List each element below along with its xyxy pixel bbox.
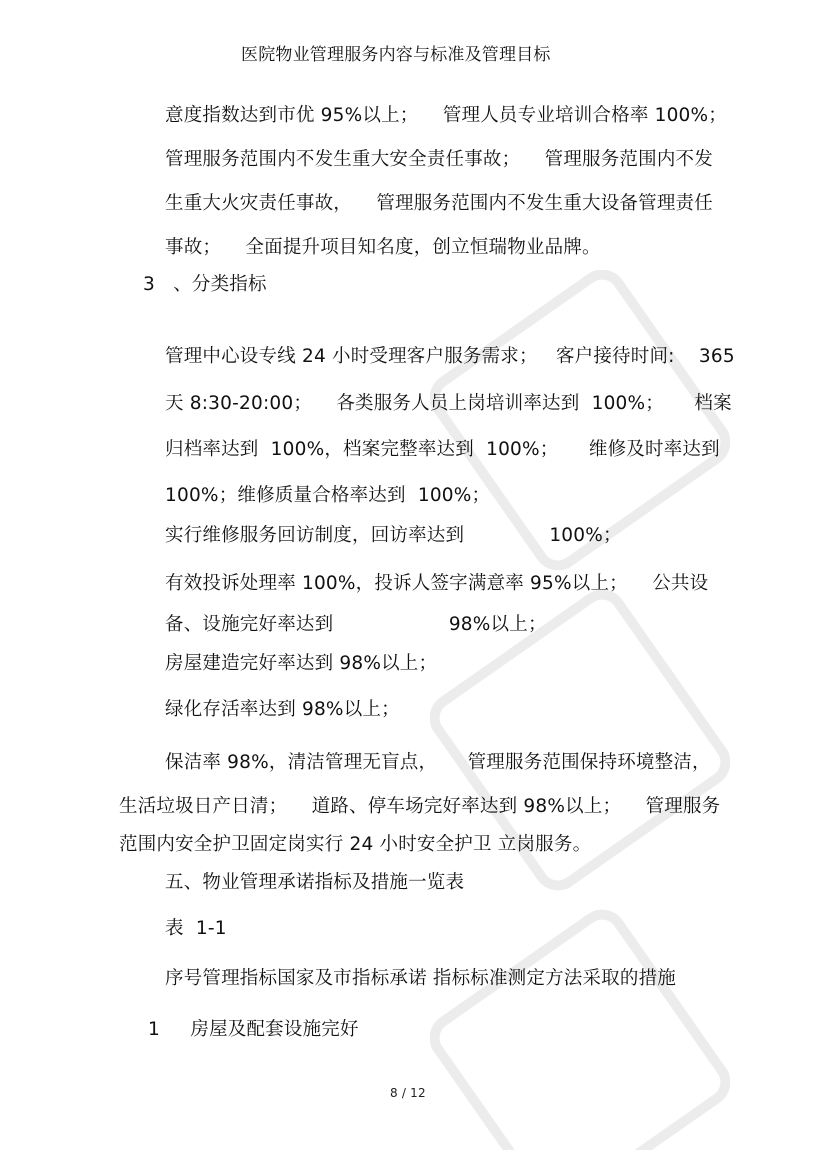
body-line-6: 天 8:30-20:00； 各类服务人员上岗培训率达到 100%； 档案 bbox=[165, 393, 732, 414]
page-number: 8 / 12 bbox=[390, 1086, 426, 1100]
section-heading: 3 、分类指标 bbox=[143, 274, 267, 295]
body-line-9: 实行维修服务回访制度，回访率达到 100%； bbox=[165, 525, 622, 546]
table-caption: 表 1-1 bbox=[165, 918, 227, 939]
body-line-5: 管理中心设专线 24 小时受理客户服务需求； 客户接待时间: 365 bbox=[165, 346, 735, 367]
body-line-10: 有效投诉处理率 100%，投诉人签字满意率 95%以上； 公共设 bbox=[165, 573, 709, 594]
body-line-2: 管理服务范围内不发生重大安全责任事故； 管理服务范围内不发 bbox=[165, 149, 713, 170]
body-line-12: 房屋建造完好率达到 98%以上； bbox=[165, 653, 438, 674]
table-row: 1 房屋及配套设施完好 bbox=[148, 1019, 359, 1040]
body-line-8: 100%；维修质量合格率达到 100%； bbox=[165, 485, 491, 506]
body-line-16: 范围内安全护卫固定岗实行 24 小时安全护卫 立岗服务。 bbox=[119, 834, 592, 855]
body-line-15: 生活垃圾日产日清； 道路、停车场完好率达到 98%以上； 管理服务 bbox=[119, 796, 721, 817]
table-header-row: 序号管理指标国家及市指标承诺 指标标准测定方法采取的措施 bbox=[165, 968, 676, 989]
body-line-11: 备、设施完好率达到 98%以上； bbox=[165, 614, 547, 635]
body-line-13: 绿化存活率达到 98%以上； bbox=[165, 699, 400, 720]
body-line-4: 事故； 全面提升项目知名度，创立恒瑞物业品牌。 bbox=[165, 237, 601, 258]
body-line-1: 意度指数达到市优 95%以上； 管理人员专业培训合格率 100%； bbox=[165, 105, 727, 126]
page-title: 医院物业管理服务内容与标准及管理目标 bbox=[241, 45, 551, 65]
section-heading-5: 五、物业管理承诺指标及措施一览表 bbox=[165, 872, 465, 893]
body-line-7: 归档率达到 100%，档案完整率达到 100%； 维修及时率达到 bbox=[165, 439, 720, 460]
body-line-14: 保洁率 98%，清洁管理无盲点， 管理服务范围保持环境整洁， bbox=[165, 752, 711, 773]
body-line-3: 生重大火灾责任事故， 管理服务范围内不发生重大设备管理责任 bbox=[165, 193, 713, 214]
